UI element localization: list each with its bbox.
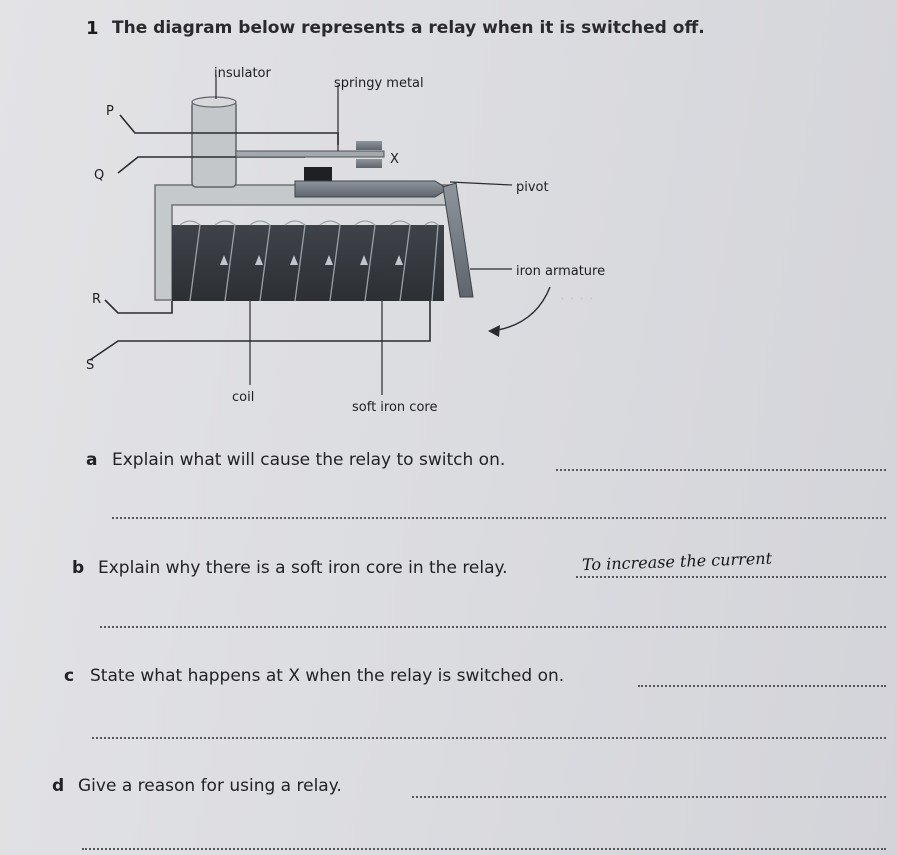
- part-a-answer-line-2[interactable]: [112, 517, 886, 519]
- pivot-pointer: [450, 182, 512, 185]
- part-c-answer-line-1[interactable]: [638, 685, 886, 687]
- part-c-letter: c: [64, 666, 75, 686]
- insulator-top: [192, 97, 236, 107]
- question-number: 1: [86, 18, 99, 39]
- label-r: R: [92, 292, 102, 307]
- part-a: [86, 450, 505, 470]
- label-s: S: [86, 358, 95, 373]
- motion-arrow: [492, 287, 550, 331]
- part-c-answer-line-2[interactable]: [92, 737, 886, 739]
- label-iron-armature: iron armature: [516, 264, 606, 279]
- label-insulator: insulator: [214, 66, 271, 81]
- part-b-text: Explain why there is a soft iron core in the relay.: [98, 558, 508, 578]
- armature-arm: [295, 181, 448, 197]
- iron-armature: [443, 183, 473, 297]
- part-d-text: Give a reason for using a relay.: [78, 776, 342, 796]
- label-x: X: [390, 152, 399, 167]
- label-soft-iron-core: soft iron core: [352, 400, 438, 415]
- part-d-letter: d: [52, 776, 65, 796]
- label-p: P: [106, 104, 114, 119]
- wire-s: [90, 301, 430, 360]
- part-b-answer-line-2[interactable]: [100, 626, 886, 628]
- contact-lower: [356, 159, 382, 168]
- label-springy-metal: springy metal: [334, 76, 424, 91]
- part-a-text: Explain what will cause the relay to switch on.: [112, 450, 506, 470]
- part-c-text: State what happens at X when the relay is switched on.: [90, 666, 565, 686]
- insulator-block: [192, 101, 236, 187]
- wire-r: [105, 300, 172, 313]
- part-b-letter: b: [72, 558, 85, 578]
- part-b: [72, 558, 508, 578]
- part-a-answer-line-1[interactable]: [556, 469, 886, 471]
- part-b-answer-line-1[interactable]: [576, 576, 886, 578]
- part-d-answer-line-2[interactable]: [82, 848, 886, 850]
- part-d: [52, 776, 342, 796]
- label-coil: coil: [232, 390, 255, 405]
- relay-diagram: [60, 55, 660, 425]
- part-d-answer-line-1[interactable]: [412, 796, 886, 798]
- soft-iron-core: [172, 225, 444, 301]
- motion-arrow-head: [488, 325, 500, 337]
- springy-metal-strip: [236, 151, 384, 157]
- part-c: [64, 666, 564, 686]
- part-b-handwritten-answer: To increase the current: [581, 548, 773, 575]
- contact-block: [304, 167, 332, 181]
- label-pivot: pivot: [516, 180, 549, 195]
- question-title: The diagram below represents a relay when it is switched off.: [112, 18, 705, 38]
- label-q: Q: [94, 168, 105, 183]
- contact-upper: [356, 141, 382, 150]
- part-a-letter: a: [86, 450, 98, 470]
- show-through-text: · · · ·: [560, 290, 594, 308]
